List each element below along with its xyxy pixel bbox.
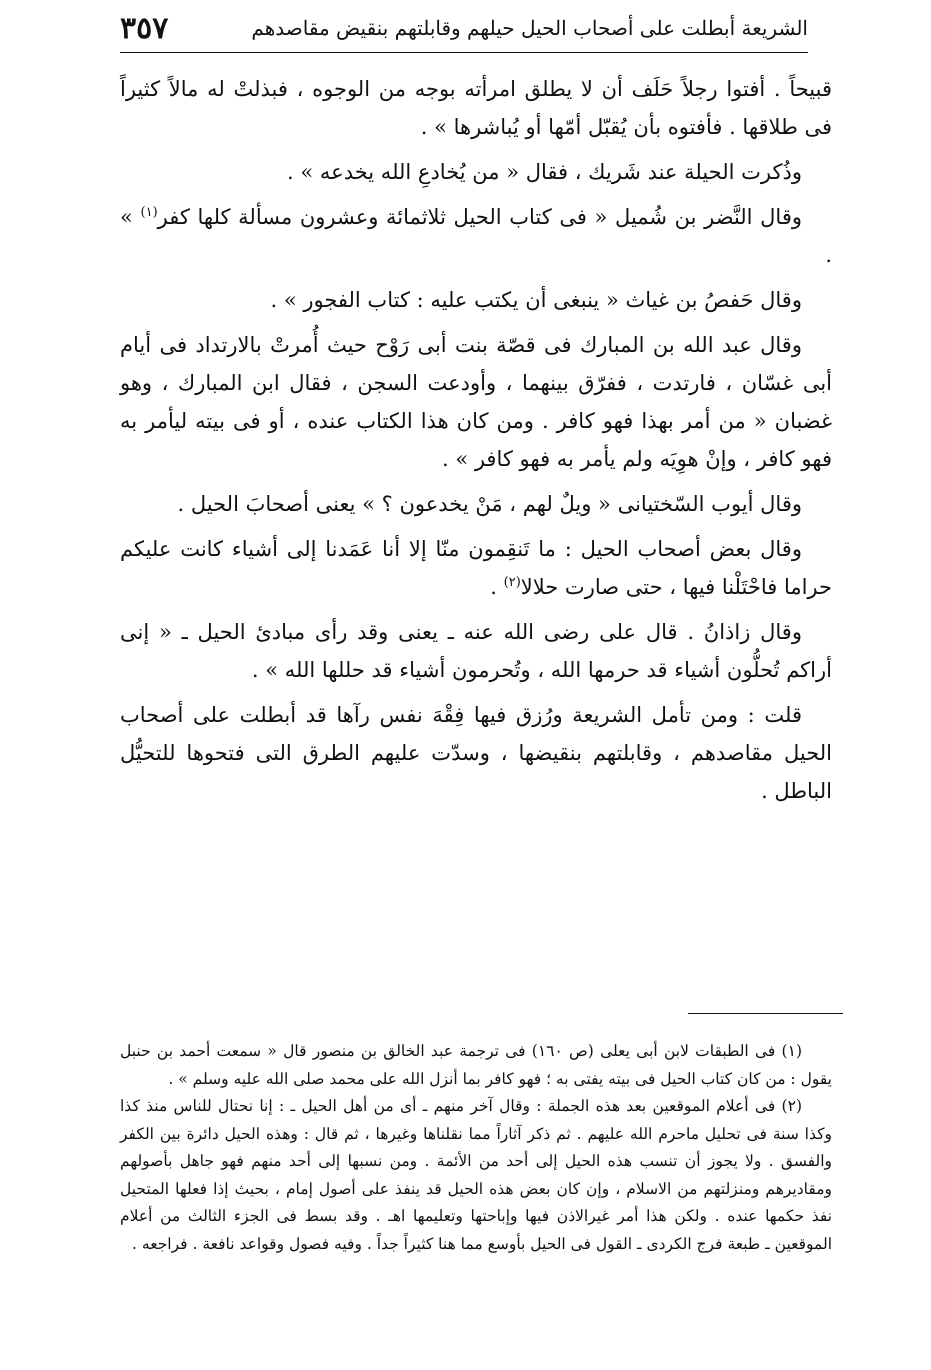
page-number: ٣٥٧ <box>120 10 169 46</box>
main-text <box>120 70 832 817</box>
paragraph-text: وقال بعض أصحاب الحيل : ما تَنقِمون منّا إلا أنا عَمَدنا إلى أشياء كانت عليكم حراما فاحْتَلْنا فيها ، حتى صارت حلالا <box>120 537 832 599</box>
paragraph: قبيحاً . أفتوا رجلاً حَلَف أن لا يطلق امرأته بوجه من الوجوه ، فبذلتْ له مالاً كثيراً فى طلاقها . فأفتوه بأن يُقبّل أمّها أو يُباشرها » . <box>120 77 832 139</box>
paragraph-tail: » . <box>120 205 832 267</box>
paragraph: وقال أيوب السّختيانى « ويلٌ لهم ، مَنْ يخدعون ؟ » يعنى أصحابَ الحيل . <box>177 492 802 516</box>
footnote: (١) فى الطبقات لابن أبى يعلى (ص ١٦٠) فى ترجمة عبد الخالق بن منصور قال « سمعت أحمد بن حنبل يقول : من كان كتاب الحيل فى بيته يفتى به ؛ فهو كافر بما أنزل الله على محمد صلى الله عليه وسلم » . <box>120 1042 832 1088</box>
paragraph: وقال زاذانُ . قال على رضى الله عنه ـ يعنى وقد رأى مبادئ الحيل ـ « إنى أراكم تُحلُّون أشياء قد حرمها الله ، وتُحرمون أشياء قد حللها الله » . <box>120 620 832 682</box>
footnote: (٢) فى أعلام الموقعين بعد هذه الجملة : وقال آخر منهم ـ أى من أهل الحيل ـ : إنا نحتال للناس منذ كذا وكذا سنة فى تحليل ماحرم الله عليهم . ثم ذكر آثاراً مما نقلناها وغيرها ، ثم قال : وهذه الحيل دائرة بين الكفر والفسق . ولا يجوز أن تنسب هذه الحيل إلى أحد من الأئمة . ومن نسبها إلى أحد منهم فهو جاهل بأصولهم ومقاديرهم ومنزلتهم من الاسلام ، وإن كان بعض هذه الحيل قد ينفذ على أصول إمام ، بحيث إذا فعلها المتحيل نفذ حكمها عنده . ولكن هذا أمر غيرالاذن فيها وإباحتها وتعليمها اهـ . وقد بسط فى الجزء الثالث من أعلام الموقعين ـ طبعة فرج الكردى ـ القول فى الحيل بأوسع مما هنا كثيراً جداً . وفيه فصول وقواعد نافعة . فراجعه . <box>120 1097 832 1253</box>
paragraph: وذُكرت الحيلة عند شَريك ، فقال « من يُخادعِ الله يخدعه » . <box>287 160 802 184</box>
page-header <box>120 6 808 50</box>
paragraph-tail: . <box>490 575 504 599</box>
paragraph <box>120 530 832 606</box>
paragraph: قلت : ومن تأمل الشريعة ورُزق فيها فِقْهَ نفس رآها قد أبطلت على أصحاب الحيل مقاصدهم ، وقابلتهم بنقيضها ، وسدّت عليهم الطرق التى فتحوها للتحيُّل الباطل . <box>120 703 832 803</box>
running-title: الشريعة أبطلت على أصحاب الحيل حيلهم وقابلتهم بنقيض مقاصدهم <box>251 16 808 40</box>
footnote-marker: (٢) <box>503 575 521 590</box>
paragraph-text: وقال النَّضر بن شُميل « فى كتاب الحيل ثلاثمائة وعشرون مسألة كلها كفر <box>157 205 802 229</box>
paragraph: وقال عبد الله بن المبارك فى قصّة بنت أبى رَوْح حيث أُمرتْ بالارتداد فى أيام أبى غسّان ، فارتدت ، ففرّق بينهما ، وأودعت السجن ، فقال ابن المبارك ، وهو غضبان « من أمر بهذا فهو كافر . ومن كان هذا الكتاب عنده ، أو فى بيته ليأمر به فهو كافر ، وإنْ هوِيَه ولم يأمر به فهو كافر » . <box>120 333 832 471</box>
footnote-separator <box>688 1013 843 1014</box>
footnotes <box>120 1038 832 1258</box>
footnote-marker: (١) <box>140 205 158 220</box>
paragraph: وقال حَفصُ بن غياث « ينبغى أن يكتب عليه : كتاب الفجور » . <box>270 288 802 312</box>
header-rule <box>120 52 808 53</box>
paragraph <box>120 198 832 274</box>
